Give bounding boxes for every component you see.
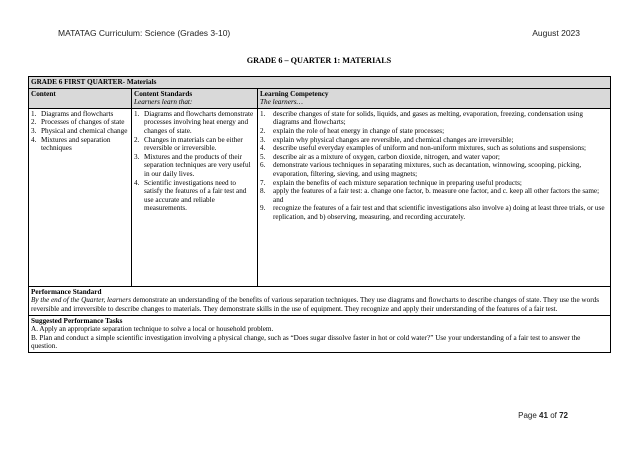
content-item: 4. Mixtures and separation techniques <box>31 135 111 153</box>
standards-cell <box>132 108 258 286</box>
competency-header-label: Learning Competency <box>260 89 329 98</box>
page-title: GRADE 6 – QUARTER 1: MATERIALS <box>246 56 392 65</box>
column-header-competency <box>258 88 611 108</box>
content-item: 3. Physical and chemical change <box>31 126 128 135</box>
content-header-label: Content <box>31 89 56 98</box>
section-title: GRADE 6 FIRST QUARTER- Materials <box>29 77 611 89</box>
standards-item: 3. Mixtures and the products of their separation techniques are very useful in our daily lives. <box>134 152 251 178</box>
column-header-content <box>29 88 132 108</box>
competency-item: 7. explain the benefits of each mixture separation technique in preparing useful products; <box>260 178 522 187</box>
content-item: 1. Diagrams and flowcharts <box>31 109 114 118</box>
page-number: Page 41 of 72 <box>518 411 568 420</box>
competency-header-sub: The learners… <box>260 98 303 107</box>
performance-standard-heading: Performance Standard <box>31 287 102 296</box>
performance-standard-text: By the end of the Quarter, learners demonstrate an understanding of the benefits of various separation techniques. They use diagrams and flowcharts to describe changes of state. They use the words reversible and irreversible to describe changes to materials. They demonstrate skills in the use of equipment. They recognize and apply their understanding of the features of a fair test. <box>31 296 599 313</box>
performance-task-a: A. Apply an appropriate separation technique to solve a local or household problem. <box>31 325 274 334</box>
competency-item: 4. describe useful everyday examples of uniform and non-uniform mixtures, such as solutions and suspensions; <box>260 144 586 153</box>
competency-item: 2. explain the role of heat energy in change of state processes; <box>260 126 445 135</box>
competency-item: 8. apply the features of a fair test: a. change one factor, b. measure one factor, and c. keep all other factors the same; and <box>260 187 600 204</box>
standards-header-sub: Learners learn that: <box>134 98 193 107</box>
performance-standard-cell <box>29 286 611 315</box>
competency-item: 3. explain why physical changes are reversible, and chemical changes are irreversible; <box>260 135 514 144</box>
standards-item: 2. Changes in materials can be either reversible or irreversible. <box>134 135 243 153</box>
competency-item: 5. describe air as a mixture of oxygen, carbon dioxide, nitrogen, and water vapor; <box>260 152 500 161</box>
header-left: MATATAG Curriculum: Science (Grades 3-10) <box>58 28 231 38</box>
curriculum-table <box>28 76 611 353</box>
performance-tasks-heading: Suggested Performance Tasks <box>31 316 123 325</box>
performance-task-b: B. Plan and conduct a simple scientific investigation involving a physical change, such as “Does sugar dissolve faster in hot or cold water?” Use your understanding of a fair test to answer the question. <box>31 333 581 351</box>
header-right: August 2023 <box>532 28 580 38</box>
performance-tasks-cell <box>29 315 611 352</box>
standards-item: 1. Diagrams and flowcharts demonstrate processes involving heat energy and changes of state. <box>134 109 254 135</box>
competency-item: 9. recognize the features of a fair test and that scientific investigations also involve a) doing at least three trials, or use replication, and b) observing, measuring, and recording accurately. <box>260 204 605 221</box>
column-header-standards <box>132 88 258 108</box>
competency-item: 1. describe changes of state for solids, liquids, and gases as melting, evaporation, freezing, condensation using diagrams and flowcharts; <box>260 109 583 127</box>
competency-cell <box>258 108 611 286</box>
content-cell <box>29 108 132 286</box>
content-item: 2. Processes of changes of state <box>31 118 125 127</box>
standards-item: 4. Scientific investigations need to satisfy the features of a fair test and use accurate and reliable measurements. <box>134 178 247 213</box>
standards-header-label: Content Standards <box>134 89 193 98</box>
competency-item: 6. demonstrate various techniques in separating mixtures, such as decantation, winnowing, scooping, picking, evaporation, filtering, sieving, and using magnets; <box>260 161 582 178</box>
